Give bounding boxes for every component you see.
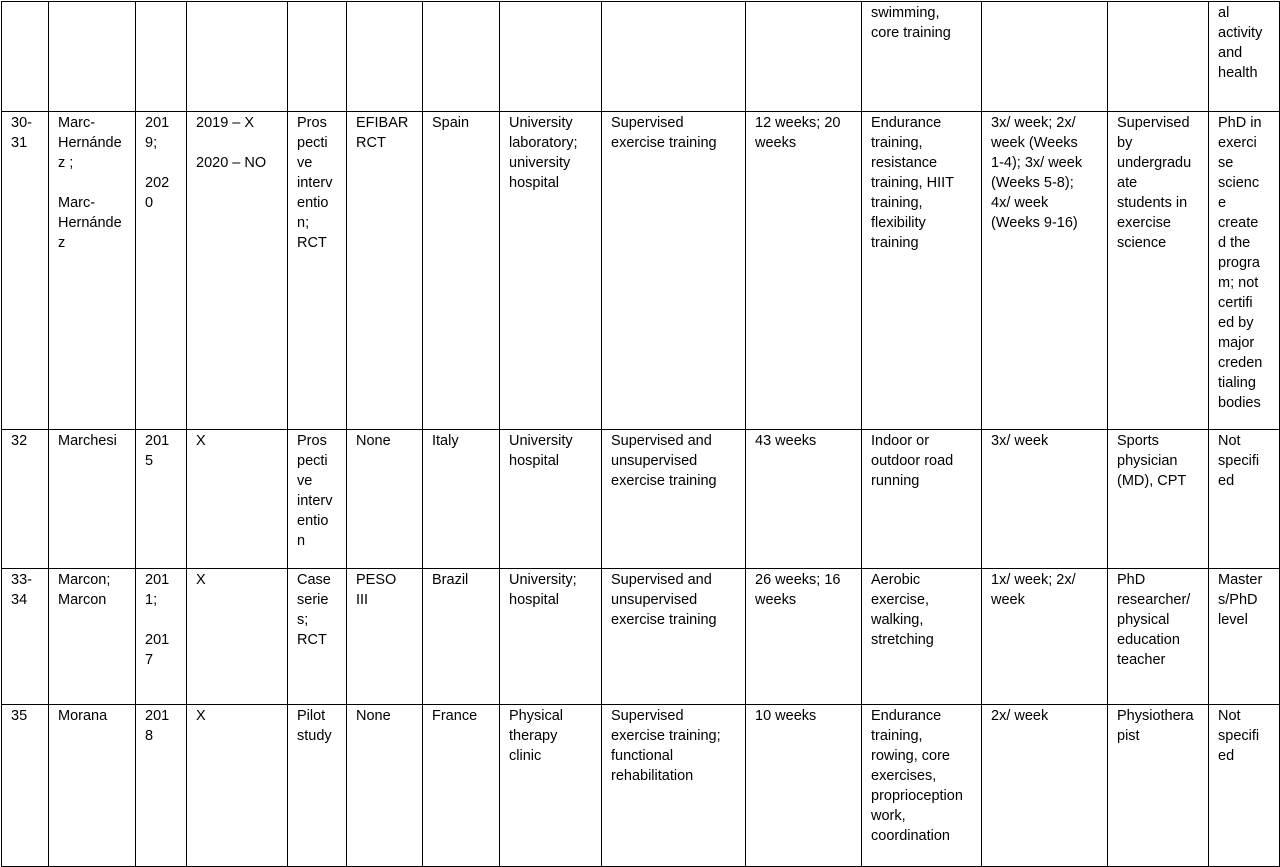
cell-year — [136, 112, 187, 430]
cell-text: (Weeks 5-8); — [991, 175, 1074, 191]
cell-text: education — [1117, 632, 1180, 648]
cell-text: clinic — [509, 748, 542, 764]
cell-id — [2, 569, 49, 705]
cell-text: researcher/ — [1117, 592, 1191, 608]
cell-text: health — [1218, 65, 1258, 81]
cell-text: major — [1218, 335, 1255, 351]
cell-text: ed — [1218, 748, 1235, 764]
cell-supervisor — [1108, 2, 1209, 112]
cell-text: ed — [1218, 473, 1235, 489]
cell-text: exercise training — [611, 612, 717, 628]
cell-text: hospital — [509, 592, 559, 608]
cell-supervisor — [1108, 569, 1209, 705]
cell-duration — [746, 705, 862, 867]
cell-text: entio — [297, 513, 329, 529]
cell-text: flexibility — [871, 215, 926, 231]
cell-exercise — [862, 112, 982, 430]
cell-text: exerci — [1218, 135, 1257, 151]
cell-text: unsupervised — [611, 453, 698, 469]
cell-country — [423, 430, 500, 569]
cell-text: Pilot — [297, 708, 326, 724]
cell-text: training, — [871, 135, 923, 151]
cell-country — [423, 2, 500, 112]
cell-text: Supervised — [611, 708, 684, 724]
cell-text: 1x/ week; 2x/ — [991, 572, 1076, 588]
cell-frequency — [982, 112, 1108, 430]
cell-text: students in — [1117, 195, 1188, 211]
cell-text: outdoor road — [871, 453, 954, 469]
cell-setting — [500, 705, 602, 867]
cell-text: 2x/ week — [991, 708, 1049, 724]
cell-text: physical — [1117, 612, 1170, 628]
cell-included — [187, 705, 288, 867]
cell-text: work, — [871, 808, 906, 824]
cell-text: al — [1218, 5, 1230, 21]
cell-text: None — [356, 708, 391, 724]
cell-supervisor — [1108, 430, 1209, 569]
cell-text: ve — [297, 473, 313, 489]
cell-program — [347, 569, 423, 705]
cell-text: tialing — [1218, 375, 1256, 391]
cell-year — [136, 705, 187, 867]
cell-text: pecti — [297, 453, 328, 469]
cell-text: training, HIIT — [871, 175, 954, 191]
cell-text: specifi — [1218, 453, 1260, 469]
cell-qualification — [1209, 430, 1280, 569]
cell-text: university — [509, 155, 571, 171]
cell-text: certifi — [1218, 295, 1253, 311]
cell-duration — [746, 112, 862, 430]
cell-supervisor — [1108, 112, 1209, 430]
cell-text: 4x/ week — [991, 195, 1049, 211]
cell-design — [288, 569, 347, 705]
cell-id — [2, 430, 49, 569]
cell-text: III — [356, 592, 369, 608]
study-table — [1, 1, 1280, 867]
cell-text: (Weeks 9-16) — [991, 215, 1078, 231]
cell-text: 7 — [145, 652, 154, 668]
cell-text: rehabilitation — [611, 768, 694, 784]
cell-text: Marcon — [58, 592, 107, 608]
cell-text: by — [1117, 135, 1133, 151]
cell-text: (MD), CPT — [1117, 473, 1187, 489]
cell-text: teacher — [1117, 652, 1166, 668]
cell-text: exercise, — [871, 592, 930, 608]
cell-included — [187, 2, 288, 112]
cell-qualification — [1209, 112, 1280, 430]
cell-text: physician — [1117, 453, 1178, 469]
cell-text: 9; — [145, 135, 158, 151]
cell-text: Not — [1218, 433, 1241, 449]
cell-text: 1; — [145, 592, 158, 608]
cell-text: 2019 – X — [196, 115, 255, 131]
cell-author — [49, 705, 136, 867]
cell-id — [2, 2, 49, 112]
cell-text: PESO — [356, 572, 397, 588]
cell-text: 3x/ week — [991, 433, 1049, 449]
cell-text: RCT — [297, 632, 327, 648]
cell-text: PhD in — [1218, 115, 1262, 131]
cell-text: therapy — [509, 728, 558, 744]
cell-id — [2, 112, 49, 430]
cell-frequency — [982, 569, 1108, 705]
table-row — [2, 569, 1280, 705]
cell-text: EFIBAR — [356, 115, 409, 131]
cell-text: ve — [297, 155, 313, 171]
cell-text: 35 — [11, 708, 28, 724]
cell-country — [423, 569, 500, 705]
cell-exercise — [862, 705, 982, 867]
cell-intervention — [602, 112, 746, 430]
cell-text: entio — [297, 195, 329, 211]
cell-text: hospital — [509, 453, 559, 469]
cell-qualification — [1209, 2, 1280, 112]
cell-text: 201 — [145, 433, 170, 449]
cell-text: week (Weeks — [991, 135, 1078, 151]
cell-text: Sports — [1117, 433, 1159, 449]
cell-text: exercise training — [611, 473, 717, 489]
table-body — [2, 2, 1280, 867]
cell-text: Endurance — [871, 115, 942, 131]
cell-text: 26 weeks; 16 — [755, 572, 841, 588]
cell-design — [288, 112, 347, 430]
cell-intervention — [602, 2, 746, 112]
cell-text: Hernánde — [58, 135, 122, 151]
cell-text: Physiothera — [1117, 708, 1194, 724]
cell-text: science — [1117, 235, 1167, 251]
cell-text: 1-4); 3x/ week — [991, 155, 1083, 171]
cell-frequency — [982, 2, 1108, 112]
cell-text: pist — [1117, 728, 1140, 744]
cell-setting — [500, 112, 602, 430]
cell-text: France — [432, 708, 478, 724]
cell-text: RCT — [356, 135, 386, 151]
cell-text: weeks — [755, 592, 797, 608]
cell-setting — [500, 569, 602, 705]
cell-text: Aerobic — [871, 572, 921, 588]
cell-exercise — [862, 569, 982, 705]
cell-text: 201 — [145, 708, 170, 724]
cell-text: unsupervised — [611, 592, 698, 608]
cell-text: 34 — [11, 592, 28, 608]
cell-intervention — [602, 705, 746, 867]
table-row — [2, 705, 1280, 867]
cell-included — [187, 112, 288, 430]
cell-program — [347, 430, 423, 569]
cell-text: X — [196, 433, 206, 449]
cell-text: create — [1218, 215, 1259, 231]
cell-setting — [500, 2, 602, 112]
cell-text: Supervised and — [611, 433, 712, 449]
cell-text: 43 weeks — [755, 433, 817, 449]
cell-text: Endurance — [871, 708, 942, 724]
cell-text: level — [1218, 612, 1248, 628]
table-row — [2, 112, 1280, 430]
cell-text: exercise training — [611, 135, 717, 151]
cell-text: specifi — [1218, 728, 1260, 744]
cell-text: and — [1218, 45, 1243, 61]
cell-text: X — [196, 708, 206, 724]
cell-text: Hernánde — [58, 215, 122, 231]
cell-frequency — [982, 430, 1108, 569]
cell-exercise — [862, 430, 982, 569]
cell-text: 202 — [145, 175, 170, 191]
cell-text: 5 — [145, 453, 154, 469]
cell-intervention — [602, 569, 746, 705]
cell-text: progra — [1218, 255, 1260, 271]
cell-included — [187, 569, 288, 705]
cell-text: m; not — [1218, 275, 1259, 291]
cell-text: z — [58, 235, 66, 251]
cell-text: 201 — [145, 632, 170, 648]
cell-text: e — [1218, 195, 1227, 211]
cell-text: Supervised — [611, 115, 684, 131]
cell-text: 8 — [145, 728, 154, 744]
cell-text: Indoor or — [871, 433, 930, 449]
cell-text: Marcon; — [58, 572, 111, 588]
cell-text: functional — [611, 748, 674, 764]
table-row — [2, 2, 1280, 112]
cell-text: Case — [297, 572, 331, 588]
cell-setting — [500, 430, 602, 569]
cell-text: Italy — [432, 433, 459, 449]
cell-text: s/PhD — [1218, 592, 1258, 608]
cell-author — [49, 112, 136, 430]
cell-text: PhD — [1117, 572, 1146, 588]
cell-text: running — [871, 473, 920, 489]
cell-program — [347, 705, 423, 867]
cell-text: 201 — [145, 115, 170, 131]
cell-text: interv — [297, 493, 333, 509]
cell-supervisor — [1108, 705, 1209, 867]
cell-text: n — [297, 533, 306, 549]
cell-text: creden — [1218, 355, 1263, 371]
cell-text: exercise training; — [611, 728, 721, 744]
cell-text: interv — [297, 175, 333, 191]
cell-text: 3x/ week; 2x/ — [991, 115, 1076, 131]
cell-text: 201 — [145, 572, 170, 588]
cell-country — [423, 705, 500, 867]
cell-text: 30- — [11, 115, 32, 131]
cell-frequency — [982, 705, 1108, 867]
cell-text: core training — [871, 25, 951, 41]
cell-text: Physical — [509, 708, 563, 724]
cell-design — [288, 430, 347, 569]
cell-design — [288, 705, 347, 867]
cell-text: rowing, core — [871, 748, 950, 764]
cell-text: serie — [297, 592, 329, 608]
cell-duration — [746, 430, 862, 569]
cell-author — [49, 430, 136, 569]
cell-text: 0 — [145, 195, 154, 211]
cell-text: University — [509, 115, 573, 131]
cell-text: training, — [871, 195, 923, 211]
cell-text: University — [509, 433, 573, 449]
cell-text: study — [297, 728, 332, 744]
cell-text: Brazil — [432, 572, 469, 588]
cell-text: 33- — [11, 572, 32, 588]
cell-author — [49, 2, 136, 112]
cell-text: 31 — [11, 135, 28, 151]
cell-text: se — [1218, 155, 1234, 171]
cell-text: laboratory; — [509, 135, 578, 151]
cell-text: RCT — [297, 235, 327, 251]
cell-text: n; — [297, 215, 310, 231]
cell-qualification — [1209, 705, 1280, 867]
cell-text: None — [356, 433, 391, 449]
cell-text: Marchesi — [58, 433, 117, 449]
cell-text: resistance — [871, 155, 938, 171]
cell-program — [347, 2, 423, 112]
cell-text: 32 — [11, 433, 28, 449]
cell-text: activity — [1218, 25, 1263, 41]
cell-text: Pros — [297, 115, 327, 131]
cell-text: coordination — [871, 828, 950, 844]
cell-text: 12 weeks; 20 — [755, 115, 841, 131]
cell-text: University; — [509, 572, 577, 588]
cell-design — [288, 2, 347, 112]
cell-text: Spain — [432, 115, 470, 131]
cell-text: s; — [297, 612, 309, 628]
cell-exercise — [862, 2, 982, 112]
cell-text: swimming, — [871, 5, 940, 21]
cell-year — [136, 2, 187, 112]
cell-program — [347, 112, 423, 430]
cell-text: ate — [1117, 175, 1138, 191]
cell-text: bodies — [1218, 395, 1261, 411]
cell-text: undergradu — [1117, 155, 1192, 171]
cell-text: Marc- — [58, 195, 96, 211]
cell-text: Pros — [297, 433, 327, 449]
cell-text: week — [991, 592, 1025, 608]
cell-text: ed by — [1218, 315, 1254, 331]
cell-text: hospital — [509, 175, 559, 191]
cell-text: training, — [871, 728, 923, 744]
cell-text: Morana — [58, 708, 108, 724]
cell-id — [2, 705, 49, 867]
cell-text: training — [871, 235, 919, 251]
cell-text: z ; — [58, 155, 74, 171]
cell-text: Marc- — [58, 115, 96, 131]
cell-text: proprioception — [871, 788, 963, 804]
cell-text: Supervised and — [611, 572, 712, 588]
cell-text: Master — [1218, 572, 1263, 588]
cell-text: 2020 – NO — [196, 155, 267, 171]
table-row — [2, 430, 1280, 569]
cell-text: 10 weeks — [755, 708, 817, 724]
cell-text: weeks — [755, 135, 797, 151]
cell-author — [49, 569, 136, 705]
cell-year — [136, 569, 187, 705]
cell-text: walking, — [871, 612, 924, 628]
cell-duration — [746, 2, 862, 112]
cell-text: exercises, — [871, 768, 937, 784]
cell-text: d the — [1218, 235, 1251, 251]
cell-text: pecti — [297, 135, 328, 151]
cell-intervention — [602, 430, 746, 569]
cell-included — [187, 430, 288, 569]
cell-text: Supervised — [1117, 115, 1190, 131]
cell-qualification — [1209, 569, 1280, 705]
cell-duration — [746, 569, 862, 705]
cell-text: X — [196, 572, 206, 588]
cell-text: stretching — [871, 632, 934, 648]
cell-year — [136, 430, 187, 569]
cell-text: exercise — [1117, 215, 1171, 231]
cell-country — [423, 112, 500, 430]
cell-text: Not — [1218, 708, 1241, 724]
cell-text: scienc — [1218, 175, 1260, 191]
